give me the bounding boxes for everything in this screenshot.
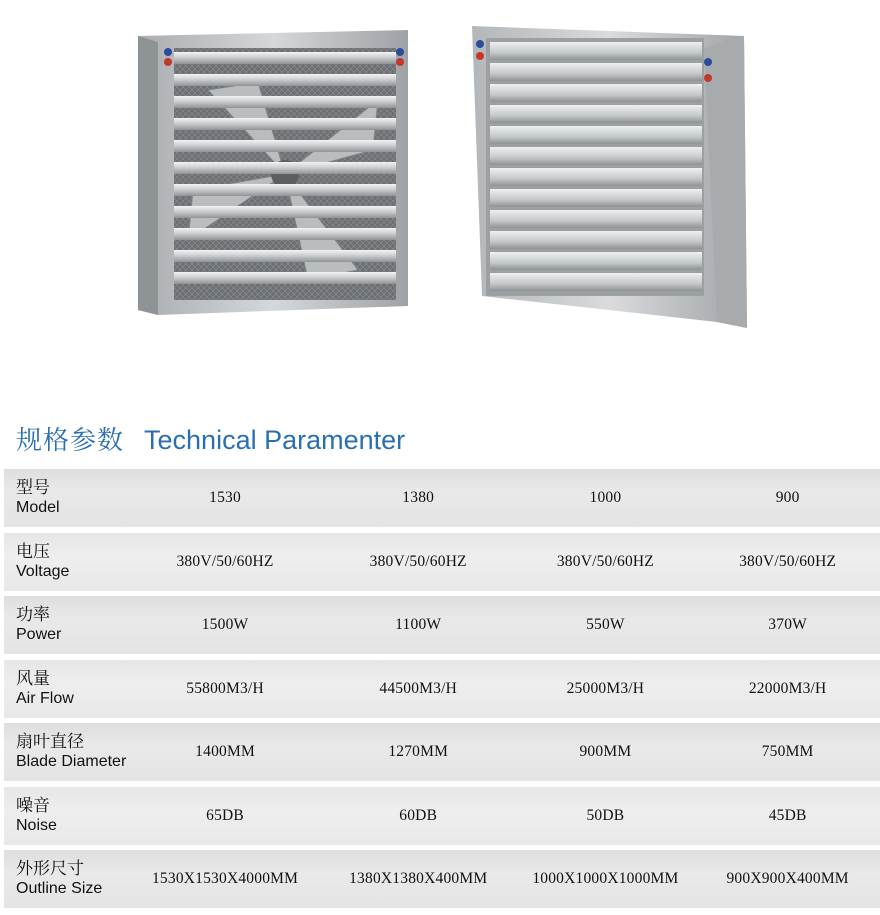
row-label (4, 860, 129, 898)
spec-cell: 370W (768, 616, 807, 633)
spec-cell: 900MM (579, 743, 632, 760)
spec-cell: 55800M3/H (186, 679, 264, 697)
row-label-en: Outline Size (16, 880, 103, 897)
spec-cell: 1530X1530X4000MM (151, 870, 299, 887)
spec-cell: 1380 (402, 489, 435, 506)
spec-cell: 380V/50/60HZ (176, 552, 274, 570)
spec-row-voltage (4, 533, 880, 591)
row-label-en: Blade Diameter (16, 753, 127, 770)
row-label-en: Voltage (16, 562, 70, 580)
product-photo (0, 0, 880, 410)
heading-en: Technical Paramenter (144, 425, 406, 455)
spec-table (4, 469, 880, 914)
row-label-zh: 型号 (16, 478, 50, 498)
spec-cell: 45DB (768, 806, 807, 824)
spec-cell: 380V/50/60HZ (739, 552, 837, 570)
spec-row-power (4, 596, 880, 654)
spec-cell: 1500W (201, 616, 249, 633)
spec-row-air-flow (4, 660, 880, 718)
spec-cell: 22000M3/H (748, 679, 827, 697)
row-label-zh: 功率 (16, 605, 50, 625)
row-label-zh: 扇叶直径 (16, 732, 84, 752)
spec-cell: 1000X1000X1000MM (532, 870, 679, 887)
spec-cell: 1100W (395, 616, 442, 633)
spec-cell: 1000 (589, 489, 622, 506)
exhaust-fan-closed-louvers-icon (472, 26, 747, 328)
row-label-zh: 外形尺寸 (16, 859, 84, 879)
spec-cell: 25000M3/H (566, 679, 645, 697)
row-label (4, 733, 129, 771)
row-label-en: Power (16, 626, 62, 643)
spec-cell: 550W (586, 616, 625, 633)
spec-cell: 1270MM (388, 743, 449, 760)
spec-cell: 50DB (586, 806, 625, 824)
spec-cell: 60DB (399, 806, 438, 824)
spec-cell: 1530 (209, 489, 241, 506)
row-label (4, 543, 129, 581)
spec-cell: 44500M3/H (379, 679, 457, 697)
spec-cell: 380V/50/60HZ (556, 552, 654, 570)
row-label-en: Noise (16, 816, 57, 834)
spec-row-noise (4, 787, 880, 845)
spec-row-outline-size (4, 850, 880, 908)
spec-row-blade-diameter (4, 723, 880, 781)
row-label-en: Air Flow (16, 689, 74, 707)
spec-cell: 380V/50/60HZ (369, 552, 467, 570)
row-label-zh: 风量 (16, 668, 50, 689)
row-label-en: Model (16, 499, 60, 516)
spec-cell: 900X900X400MM (726, 870, 849, 887)
spec-cell: 65DB (206, 806, 244, 824)
row-label (4, 797, 129, 835)
spec-row-model (4, 469, 880, 527)
row-label (4, 670, 129, 708)
spec-cell: 900 (775, 489, 800, 506)
exhaust-fan-open-louvers-icon (138, 30, 408, 315)
row-label (4, 479, 129, 517)
spec-cell: 1400MM (195, 743, 255, 760)
heading-zh: 规格参数 (16, 426, 125, 456)
row-label-zh: 噪音 (16, 795, 50, 816)
spec-cell: 1380X1380X400MM (349, 870, 488, 887)
row-label-zh: 电压 (16, 541, 50, 562)
section-heading (16, 420, 405, 457)
spec-cell: 750MM (761, 743, 814, 760)
row-label (4, 606, 129, 644)
